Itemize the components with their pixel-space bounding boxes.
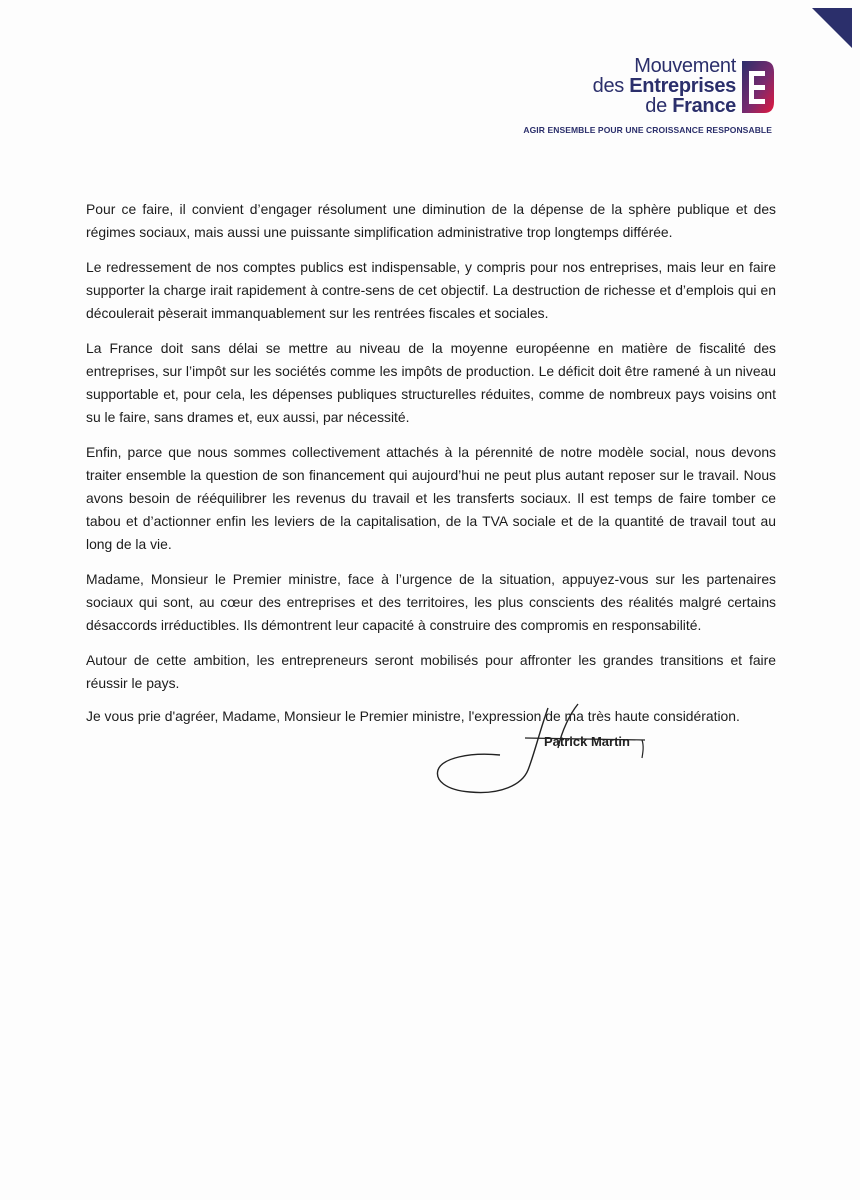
- paragraph: Pour ce faire, il convient d’engager résolument une diminution de la dépense de la sphère publique et des régimes sociaux, mais aussi une puissante simplification administrative trop longtemps différée.: [86, 201, 776, 240]
- letter-body: [86, 198, 776, 740]
- handwritten-signature: [430, 700, 690, 810]
- signer-name: Patrick Martin: [544, 734, 630, 749]
- logo-line-1: Mouvement: [634, 55, 736, 77]
- logo-e-mark-icon: [738, 58, 776, 116]
- logo-tagline: AGIR ENSEMBLE POUR UNE CROISSANCE RESPONSABLE: [523, 125, 772, 135]
- paragraph: Madame, Monsieur le Premier ministre, face à l’urgence de la situation, appuyez-vous sur les partenaires sociaux qui sont, au cœur des entreprises et des territoires, les plus conscients des réalités malgré certains désaccords irréductibles. Ils démontrent leur capacité à construire des compromis en responsabilité.: [86, 571, 776, 633]
- closing-formula: Je vous prie d'agréer, Madame, Monsieur le Premier ministre, l'expression de ma très haute considération.: [86, 708, 740, 724]
- paragraph: Le redressement de nos comptes publics est indispensable, y compris pour nos entreprises, mais leur en faire supporter la charge irait rapidement à contre-sens de cet objectif. La destruction de richesse et d’emplois qui en découlerait pèserait immanquablement sur les rentrées fiscales et sociales.: [86, 259, 776, 321]
- logo-line-2: des Entreprises: [592, 75, 736, 97]
- logo-line-3: de France: [645, 95, 736, 117]
- page-corner-fold: [800, 0, 860, 60]
- paragraph: Autour de cette ambition, les entrepreneurs seront mobilisés pour affronter les grandes transitions et faire réussir le pays.: [86, 652, 776, 691]
- signature-block: [430, 700, 690, 810]
- paragraph: Enfin, parce que nous sommes collectivement attachés à la pérennité de notre modèle social, nous devons traiter ensemble la question de son financement qui aujourd’hui ne peut plus autant reposer sur le travail. Nous avons besoin de rééquilibrer les revenus du travail et les transferts sociaux. Il est temps de faire tomber ce tabou et d’actionner enfin les leviers de la capitalisation, de la TVA sociale et de la quantité de travail tout au long de la vie.: [86, 444, 776, 552]
- medef-logo: [523, 52, 810, 142]
- logo-wordmark: [593, 56, 736, 116]
- paragraph: La France doit sans délai se mettre au niveau de la moyenne européenne en matière de fiscalité des entreprises, sur l’impôt sur les sociétés comme les impôts de production. Le déficit doit être ramené à un niveau supportable et, pour cela, les dépenses publiques structurelles réduites, comme de nombreux pays voisins ont su le faire, sans drames et, eux aussi, par nécessité.: [86, 340, 776, 425]
